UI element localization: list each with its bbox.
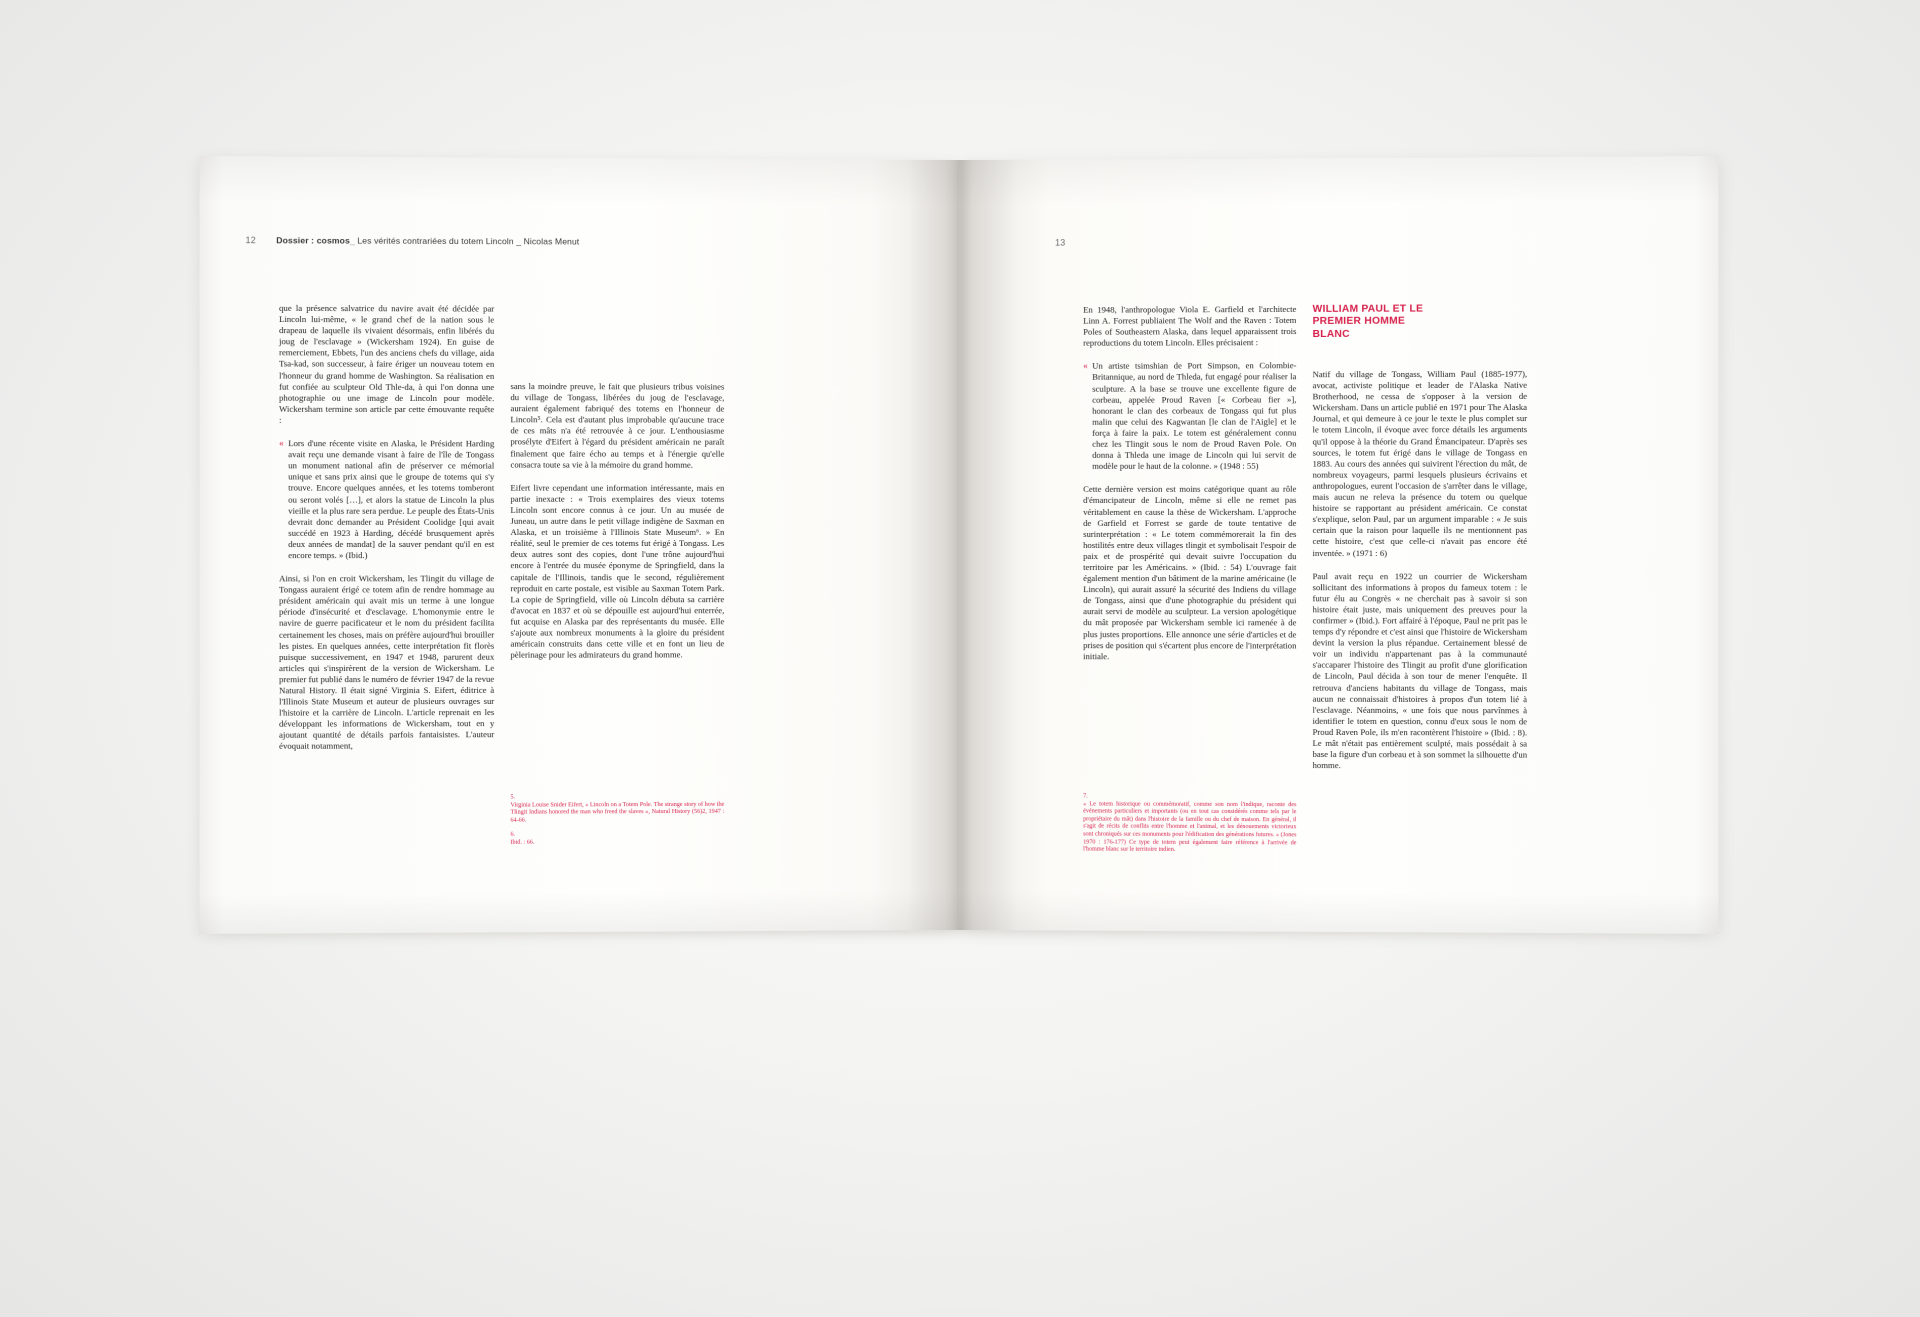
section-heading: WILLIAM PAUL ET LE PREMIER HOMME BLANC: [1312, 303, 1424, 340]
right-page-column-1: [1083, 304, 1296, 670]
footnote-number: 5.: [510, 794, 516, 801]
footnote: [1083, 793, 1296, 855]
block-quote: « Lors d'une récente visite en Alaska, le Président Harding avait reçu une demande visant à faire de l'île de Tongass un monument national afin de préserver ce mémorial unique et sans prix ainsi que le groupe de totems qui s'y trouve. Encore quelques années, et les totems tomberont ou seront volés […], et alors la statue de Lincoln la plus vieille et la plus rare sera perdue. Le peuple des États-Unis devrait donc demander au Président Coolidge [qui avait succédé en 1923 à Harding, décédé brusquement après deux années de mandat] de la sauver pendant qu'il en est encore temps. » (Ibid.): [279, 438, 494, 561]
block-quote: « Un artiste tsimshian de Port Simpson, en Colombie-Britannique, au nord de Thleda, fut engagé pour réaliser la sculpture. A la base se trouve une excellente figure de corbeau, appelée Proud Raven [« Corbeau fier »], honorant le clan des corbeaux de Tongass qui fut plus malin que celui des Kagwantan [le clan de l'Aigle] et le força à faire la paix. Le totem est généralement connu chez les Tlingit sous le nom de Proud Raven Pole. On donna à Thleda une image de Lincoln qui lui servit de modèle pour le haut de la colonne. » (1948 : 55): [1083, 361, 1296, 473]
open-book: [207, 160, 1712, 930]
paragraph: Eifert livre cependant une information intéressante, mais en partie inexacte : « Trois exemplaires des vieux totems Lincoln sont encore connus à ce jour. Un au musée de Juneau, un autre dans le petit village indigène de Saxman en Alaska, et un troisième à l'Illinois State Museum⁶. » En réalité, seul le premier de ces totems fut érigé à Tongass. Les deux autres sont des copies, dont l'une trône aujourd'hui encore à l'entrée du musée éponyme de Springfield, dans la capitale de l'Illinois, tandis que le second, régulièrement reproduit en carte postale, est visible au Saxman Totem Park. La copie de Springfield, ville où Lincoln débuta sa carrière d'avocat en 1837 et où se dépouille est aujourd'hui enterrée, fut acquise en Alaska par des représentants du musée. Elle s'ajoute aux nombreux monuments à la gloire du président américain construits dans cette ville et en font un lieu de pèlerinage pour les admirateurs du grand homme.: [510, 482, 725, 660]
paragraph: Ainsi, si l'on en croit Wickersham, les Tlingit du village de Tongass auraient érigé ce totem afin de rendre hommage au président américain qui avait mis un terme à une longue période d'insécurité et d'esclavage. L'homonymie entre le navire de guerre pacificateur et le nom du président facilita certainement les choses, mais on préfère aujourd'hui brouiller les pistes. En quelques années, cette interprétation fit florès puisque successivement, en 1947 et 1948, parurent deux articles qui s'inspirèrent de la version de Wickersham. Le premier fut publié dans le numéro de février 1947 de la revue Natural History. Il était signé Virginia S. Eifert, éditrice à l'Illinois State Museum et auteur de plusieurs ouvrages sur l'histoire et la carrière de Lincoln. L'article reprenait en les développant les informations de Wickersham, tout en y ajoutant quantité de détails parfois fantaisistes. L'auteur évoquait notamment,: [279, 573, 495, 752]
left-page-column-1: [279, 303, 494, 761]
paragraph: que la présence salvatrice du navire avait été décidée par Lincoln lui-même, « le grand chef de la nation sous le drapeau de laquelle ils vivaient désormais, enfin libérés du joug de l'esclavage » (Wickersham 1924). En guise de remerciement, Ebbets, l'un des anciens chefs du village, aida Tsa-kad, son successeur, à faire ériger un nouveau totem en l'honneur du grand homme de Washington. Sa réalisation en fut confiée au sculpteur Old Thle-da, à qui l'on donna une photographie ou une image de Lincoln pour modèle. Wickersham termine son article par cette émouvante requête :: [279, 302, 495, 425]
right-page: [959, 156, 1718, 934]
footnote-text: Ibid. : 66.: [510, 839, 535, 846]
running-head-subtitle: Les vérités contrariées du totem Lincoln _ Nicolas Menut: [357, 235, 580, 247]
running-head-separator: _: [349, 235, 355, 246]
folio-left: 12: [245, 235, 256, 246]
page-bottom-shading: [200, 890, 959, 934]
footnote-number: 7.: [1083, 793, 1088, 800]
page-bottom-shading: [959, 890, 1718, 934]
left-page-footnotes: [510, 794, 724, 855]
page-top-shading: [200, 156, 959, 206]
paragraph: Natif du village de Tongass, William Paul (1885-1977), avocat, activiste politique et leader de l'Alaska Native Brotherhood, ne cessa de s'opposer à la version de Wickersham. Dans un article publié en 1971 pour The Alaska Journal, et qui demeure à ce jour le texte le plus complet sur le totem Lincoln, il évoque avec force détails les arguments qu'il oppose à la théorie du Grand Émancipateur. D'après ses sources, le totem fut érigé dans le village de Tongass en 1883. Au cours des années qui suivirent l'érection du mât, de nombreux voyageurs, parmi lesquels plusieurs écrivains et anthropologues, eurent l'occasion de s'arrêter dans le village, mais aucun ne releva la présence du totem ou quelque histoire se rapportant au président américain. Ce constat s'explique, selon Paul, par un argument imparable : « Je suis certain que la raison pour laquelle ils ne mentionnent pas cette histoire, c'est que celle-ci n'avait pas encore été inventée. » (1971 : 6): [1312, 368, 1528, 558]
footnote: [510, 831, 724, 847]
footnote-number: 6.: [510, 832, 516, 839]
left-running-head: [245, 235, 579, 246]
paragraph: sans la moindre preuve, le fait que plusieurs tribus voisines du village de Tongass, libérées du joug de l'esclavage, auraient également fabriqué des totems en l'honneur de Lincoln⁵. Cela est d'autant plus improbable qu'aucune trace de ces mâts n'a été retrouvée à ce jour. L'enthousiasme prosélyte d'Eifert à l'égard du président américain ne paraît finalement que faire écho au temps et à l'énergie qu'elle consacra toute sa vie à la mémoire du grand homme.: [510, 381, 725, 470]
page-top-shading: [959, 156, 1718, 206]
left-page: [200, 156, 959, 934]
footnote: [510, 794, 724, 825]
footnote-text: « Le totem historique ou commémoratif, comme son nom l'indique, raconte des événements particuliers et importants (ou en tout cas considérés comme tels par le propriétaire du mât) dans l'histoire de la famille ou du chef de maison. En général, il s'agit de récits de conflits entre l'homme et l'animal, et les dénouements victorieux sont chroniqués sur ces monuments pour l'édification des générations futures. » (Jones 1970 : 176-177) Ce type de totem peut également faire référence à l'arrivée de l'homme blanc sur le territoire indien.: [1083, 801, 1297, 854]
paragraph: Paul avait reçu en 1922 un courrier de Wickersham sollicitant des informations à propos du fameux totem : le futur élu au Congrès « ne cherchait pas à savoir si son histoire était juste, mais uniquement des preuves pour la confirmer » (Ibid.). Fort affairé à l'époque, Paul ne prit pas le temps d'y répondre et c'est ainsi que l'histoire de Wickersham devint la version la plus répandue. Certainement blessé de voir un individu n'appartenant pas à la communauté s'accaparer l'histoire des Tlingit au profit d'une glorification de Lincoln, Paul décida à son tour de mener l'enquête. Il retrouva d'anciens habitants du village de Tongass, mais aucun ne connaissait d'histoires à propos d'un totem lié à l'esclavage. Néanmoins, « une fois que nous parvînmes à identifier le totem en question, connu d'eux sous le nom de Proud Raven Pole, ils m'en racontèrent l'histoire » (Ibid. : 8). Le mât n'était pas entièrement sculpté, mais possédait à sa base la figure d'un corbeau et à son sommet la silhouette d'un homme.: [1312, 570, 1528, 771]
paragraph: Cette dernière version est moins catégorique quant au rôle d'émancipateur de Lincoln, même si elle ne remet pas véritablement en cause la thèse de Wickersham. L'approche de Garfield et Forrest se garde de toute tentative de surinterprétation : « Le totem commémorerait la fin des hostilités entre deux villages tlingit et symbolisait l'espoir de paix et de prospérité qui devait suivre l'occupation du territoire par les Américains. » (Ibid. : 54) L'ouvrage fait également mention d'un bâtiment de la marine américaine (le Lincoln), qui aurait assuré la sécurité des Indiens du village de Tongass, ainsi que d'une photographie du président qui aurait servi de modèle au sculpteur. La version apologétique du mât proposée par Wickersham semble ici ramenée à de plus justes proportions. Elle annonce une série d'articles et de prises de position qui s'écartent plus encore de l'interprétation initiale.: [1083, 484, 1297, 661]
right-running-head: [1055, 237, 1085, 247]
paragraph: En 1948, l'anthropologue Viola E. Garfield et l'architecte Linn A. Forrest publiaient The Wolf and the Raven : Totem Poles of Southeastern Alaska, dans lequel apparaissent trois reproductions du totem Lincoln. Elles précisaient :: [1083, 303, 1297, 348]
running-head-title: Dossier : cosmos: [276, 235, 350, 246]
footnote-text: Virginia Louise Snider Eifert, « Lincoln on a Totem Pole. The strange story of how the Tlingit Indians honored the man who freed the slaves », Natural History (56)2, 1947 : 64-66.: [510, 801, 725, 824]
left-page-column-2: [510, 381, 724, 669]
right-page-footnotes: [1083, 793, 1296, 862]
folio-right: 13: [1055, 237, 1066, 248]
right-page-column-2: [1313, 369, 1528, 780]
